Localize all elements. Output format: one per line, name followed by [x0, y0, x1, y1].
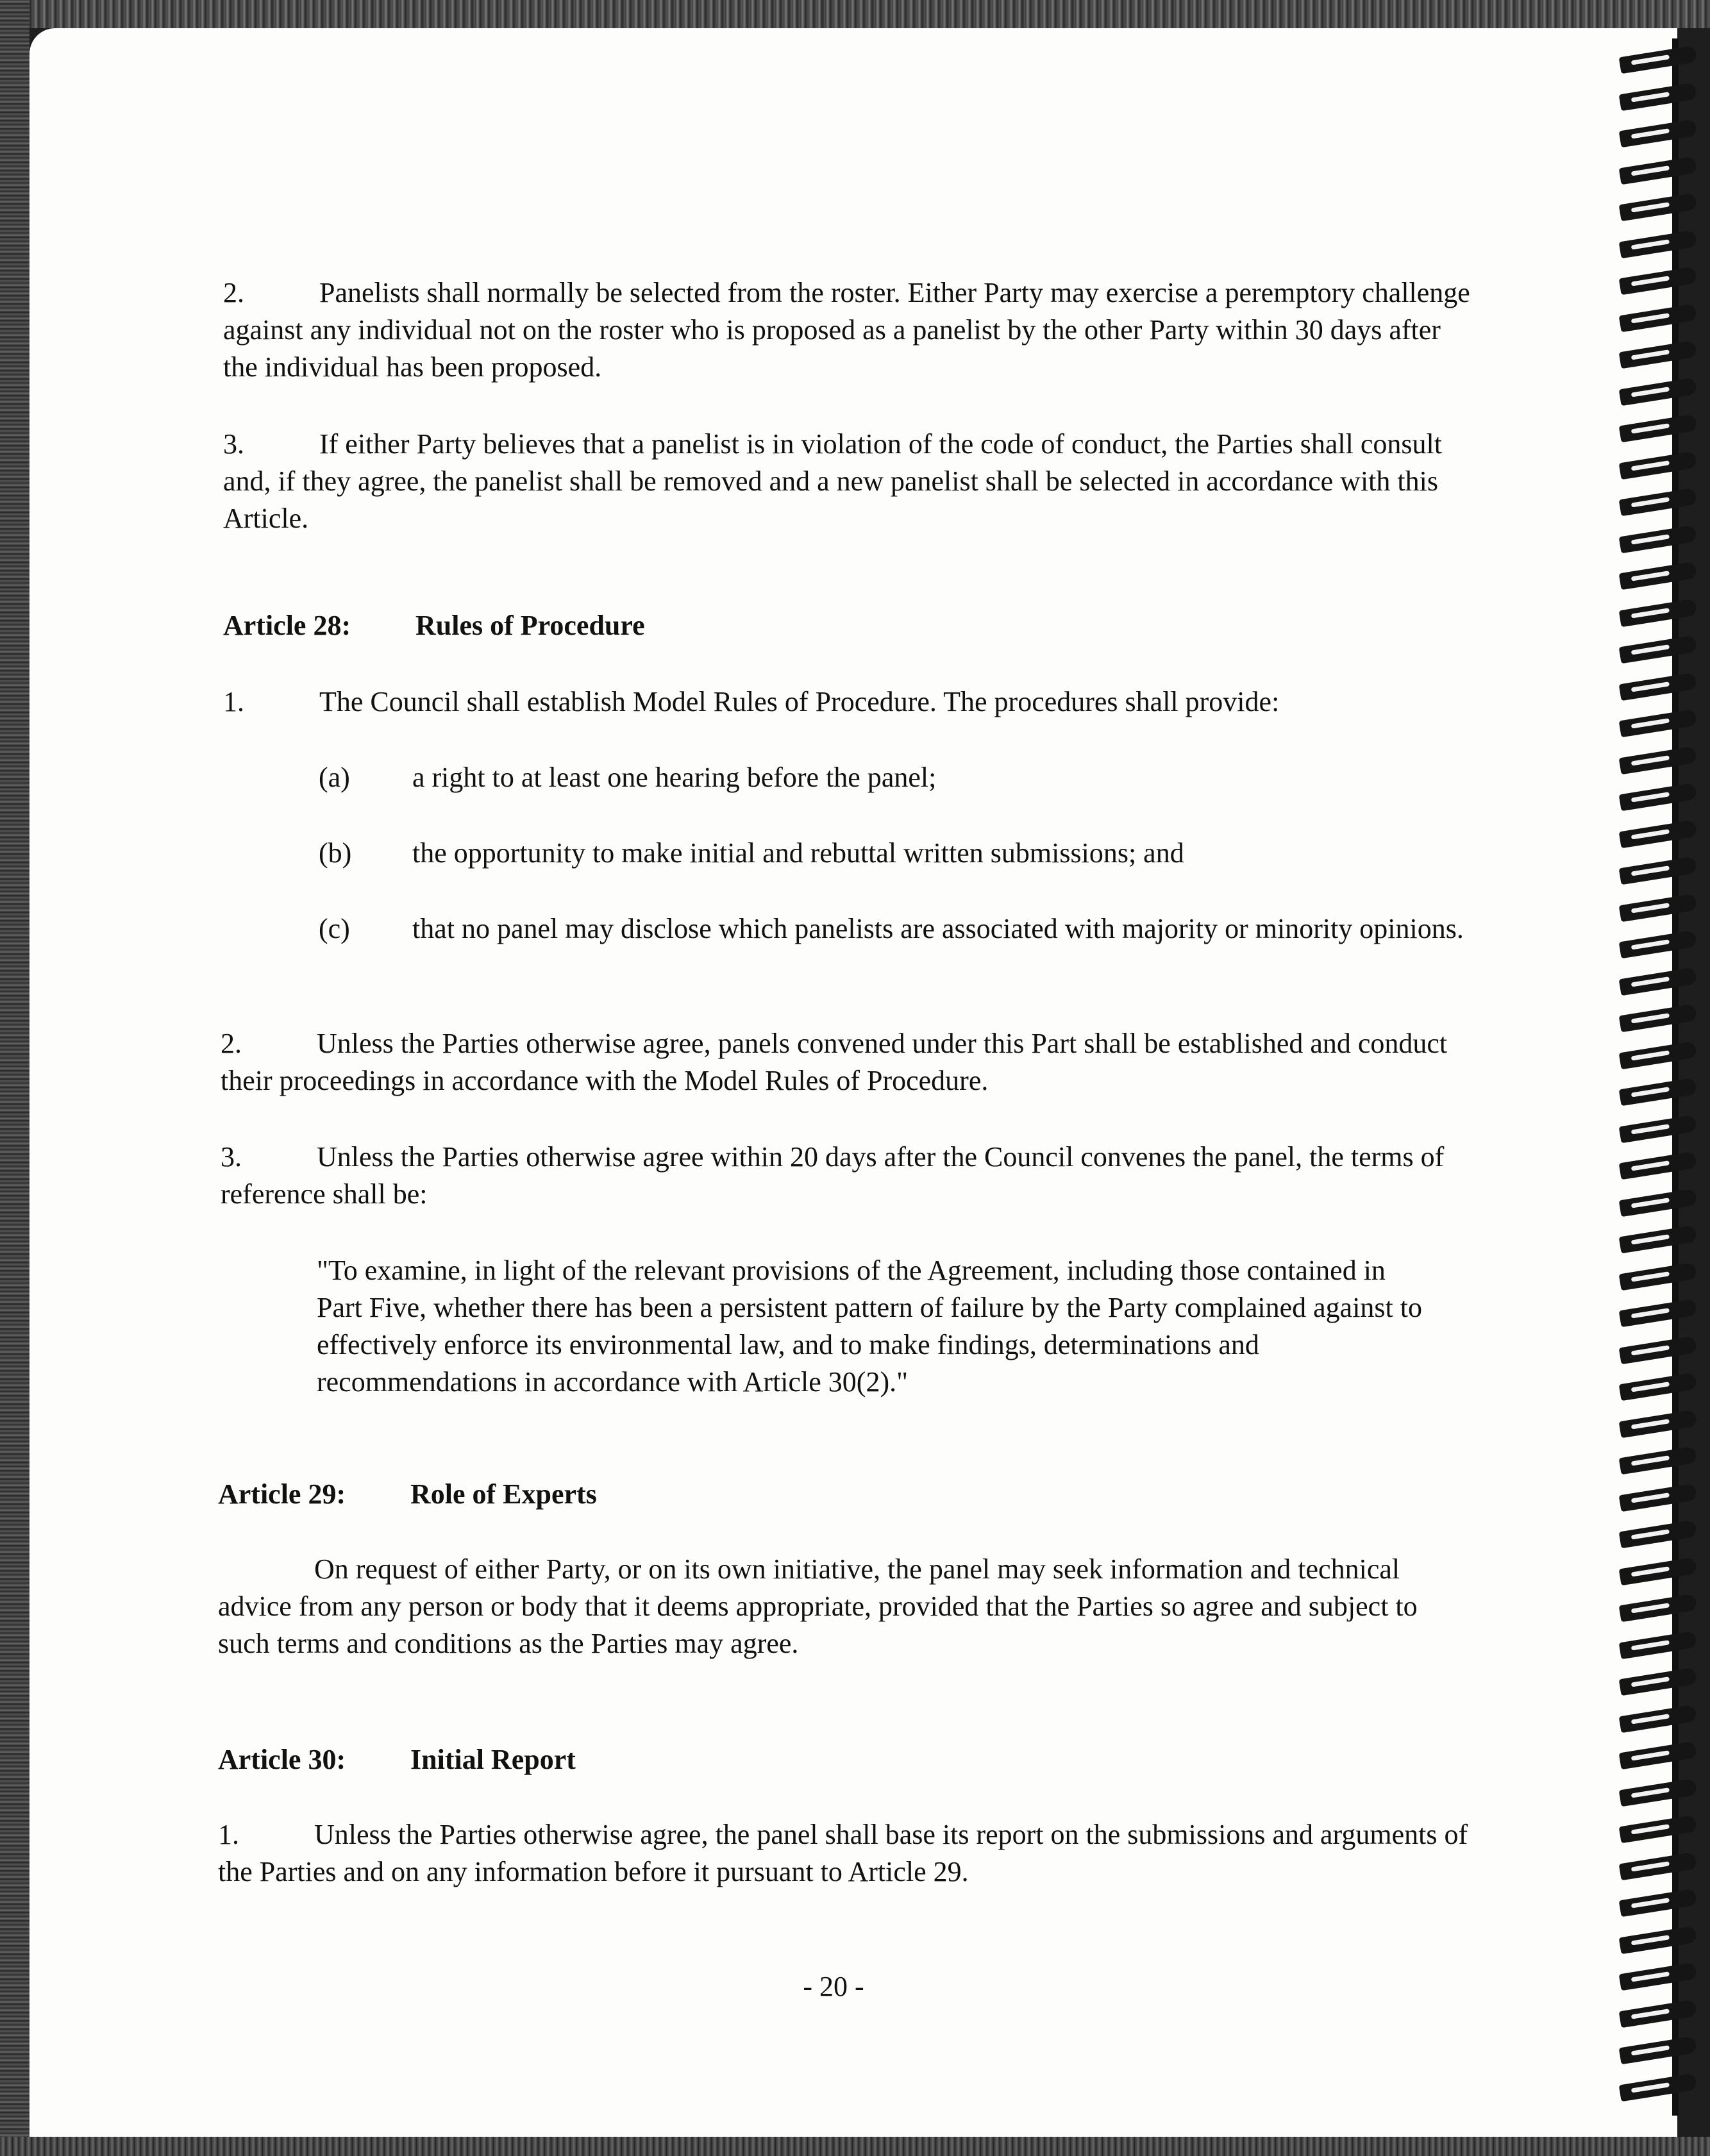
item-letter: (b): [319, 837, 352, 869]
item-text: a right to at least one hearing before the panel;: [412, 762, 937, 793]
article-number: Article 30:: [218, 1744, 346, 1775]
paragraph-text: Unless the Parties otherwise agree, panels convened under this Part shall be established and conduct their proceedings in accordance with the Model Rules of Procedure.: [221, 1028, 1448, 1096]
paragraph-number: 3.: [221, 1141, 242, 1173]
article27-paragraph-2: [223, 274, 1473, 386]
article-number: Article 29:: [218, 1478, 346, 1510]
article30-heading: [218, 1741, 576, 1778]
paragraph-text: Unless the Parties otherwise agree within 20 days after the Council convenes the panel, the terms of reference shall be:: [221, 1141, 1445, 1210]
page-number: - 20 -: [803, 1971, 864, 2002]
paragraph-text: Unless the Parties otherwise agree, the panel shall base its report on the submissions and arguments of the Parties and on any information before it pursuant to Article 29.: [218, 1819, 1468, 1887]
item-letter: (a): [319, 762, 350, 793]
paragraph-number: 3.: [223, 428, 244, 460]
paragraph-text: Panelists shall normally be selected from the roster. Either Party may exercise a peremptory challenge against any individual not on the roster who is proposed as a panelist by the other Party within 30 days after the individual has been proposed.: [223, 277, 1470, 383]
article30-paragraph-1: [218, 1816, 1468, 1891]
paragraph-number: 1.: [223, 686, 244, 717]
article28-item-a: [319, 759, 1473, 796]
article28-paragraph-3: [221, 1139, 1471, 1213]
paragraph-number: 2.: [221, 1028, 242, 1059]
item-text: that no panel may disclose which panelists are associated with majority or minority opinions.: [412, 913, 1464, 944]
terms-of-reference-quote: "To examine, in light of the relevant provisions of the Agreement, including those contained in Part Five, whether there has been a persistent pattern of failure by the Party complained against to effectively enforce its environmental law, and to make findings, determinations and recommendations in accordance with Article 30(2).": [317, 1255, 1422, 1398]
article-title: Initial Report: [410, 1744, 576, 1775]
article-title: Rules of Procedure: [415, 610, 645, 641]
paragraph-number: 1.: [218, 1819, 239, 1850]
item-text: the opportunity to make initial and rebuttal written submissions; and: [412, 837, 1184, 869]
paragraph-text: If either Party believes that a panelist is in violation of the code of conduct, the Parties shall consult and, if they agree, the panelist shall be removed and a new panelist shall be selected in accordance with this Article.: [223, 428, 1442, 534]
article-title: Role of Experts: [410, 1478, 597, 1510]
paragraph-text: The Council shall establish Model Rules of Procedure. The procedures shall provide:: [319, 686, 1280, 717]
article28-paragraph-2: [221, 1025, 1471, 1099]
article29-heading: [218, 1476, 597, 1513]
item-letter: (c): [319, 913, 350, 944]
article29-paragraph: On request of either Party, or on its own initiative, the panel may seek information and technical advice from any person or body that it deems appropriate, provided that the Parties so agree and subject to such terms and conditions as the Parties may agree.: [218, 1553, 1418, 1659]
article28-item-c: [319, 910, 1473, 985]
article-number: Article 28:: [223, 610, 351, 641]
article27-paragraph-3: [223, 426, 1473, 537]
article28-item-b: [319, 835, 1473, 872]
paragraph-number: 2.: [223, 277, 244, 308]
article28-paragraph-1: [223, 683, 1473, 721]
article28-heading: [223, 607, 645, 644]
